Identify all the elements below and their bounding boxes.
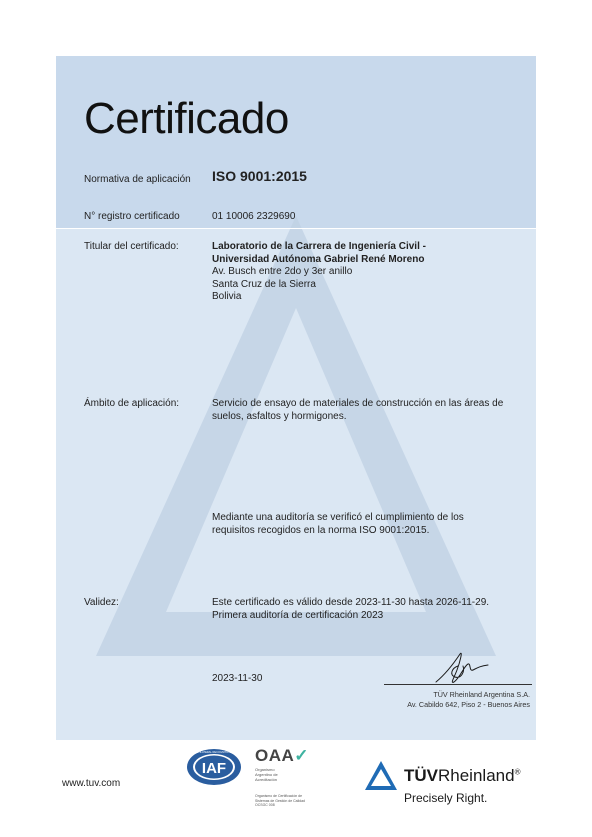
auditoria-line2: requisitos recogidos en la norma ISO 9001:2015. [212, 524, 430, 536]
oaa-line1: Organismo [255, 767, 275, 772]
titular-name-line1: Laboratorio de la Carrera de Ingeniería Civil - [212, 241, 426, 252]
registro-label: N° registro certificado [84, 211, 180, 222]
footer-url: www.tuv.com [62, 778, 121, 789]
tuv-brand-name [404, 766, 520, 786]
oaa-line3: Acreditación [255, 777, 278, 782]
issue-date: 2023-11-30 [212, 673, 263, 684]
iaf-logo [176, 748, 252, 786]
oaa-logo-mark [255, 746, 309, 766]
registro-value: 01 10006 2329690 [212, 211, 296, 222]
normativa-value: ISO 9001:2015 [212, 168, 307, 184]
ambito-value [212, 398, 528, 423]
tuv-registered-mark: ® [514, 767, 521, 777]
tuv-brand-rest: Rheinland [438, 766, 515, 785]
ambito-line2: suelos, asfaltos y hormigones. [212, 410, 347, 422]
oaa-cert-text [255, 794, 307, 808]
issuer-address: Av. Cabildo 642, Piso 2 - Buenos Aires [407, 700, 530, 709]
validez-value [212, 597, 528, 622]
titular-name-line2: Universidad Autónoma Gabriel René Moreno [212, 253, 425, 265]
normativa-label: Normativa de aplicación [84, 174, 191, 185]
tuv-brand-bold: TÜV [404, 766, 438, 785]
oaa-logo-text: OAA [255, 746, 295, 765]
signature-line [384, 684, 532, 685]
titular-address-line1: Av. Busch entre 2do y 3er anillo [212, 266, 353, 277]
titular-address-line2: Santa Cruz de la Sierra [212, 278, 316, 290]
titular-value [212, 241, 528, 304]
auditoria-text [212, 512, 528, 537]
page-title: Certificado [84, 94, 289, 143]
oaa-cert-line2: Sistemas de Gestión de Calidad [255, 798, 305, 803]
iaf-logo-text: IAF [201, 760, 227, 777]
issuer-block [356, 690, 530, 710]
tuv-triangle-icon [364, 760, 398, 792]
validez-line1: Este certificado es válido desde 2023-11-30 hasta 2026-11-29. [212, 597, 490, 608]
oaa-cert-line1: Organismo de Certificación de [255, 794, 303, 798]
oaa-cert-line3: OCSGC 008 [255, 803, 275, 807]
titular-address-line3: Bolivia [212, 291, 242, 302]
oaa-check-icon: ✓ [294, 746, 310, 765]
auditoria-line1: Mediante una auditoría se verificó el cumplimiento de los [212, 512, 464, 523]
validez-label: Validez: [84, 597, 119, 608]
oaa-logo [255, 746, 309, 808]
tuv-slogan: Precisely Right. [404, 791, 488, 805]
ambito-label: Ámbito de aplicación: [84, 398, 180, 409]
certificate-panel [56, 56, 536, 740]
oaa-line2: Argentino de [255, 772, 278, 777]
oaa-org-name [255, 767, 307, 782]
validez-line2: Primera auditoría de certificación 2023 [212, 609, 384, 621]
ambito-line1: Servicio de ensayo de materiales de construcción en las áreas de [212, 398, 504, 409]
titular-label: Titular del certificado: [84, 241, 179, 252]
issuer-name: TÜV Rheinland Argentina S.A. [433, 690, 530, 699]
iaf-ring-text: MEMBER OF MULTILATERAL RECOGNITION ARRANGEMENT [176, 751, 252, 755]
header-divider [56, 228, 536, 229]
